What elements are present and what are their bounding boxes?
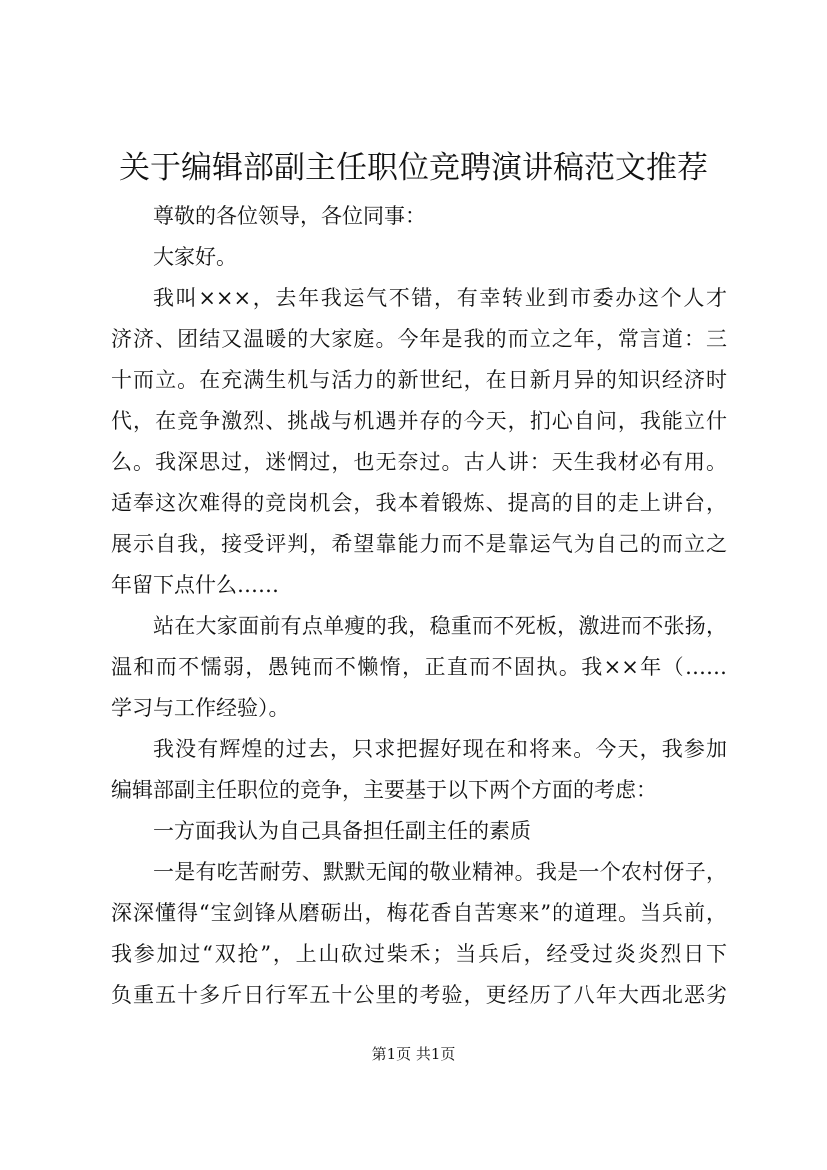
paragraph-line: 负重五十多斤日行军五十公里的考验，更经历了八年大西北恶劣	[111, 983, 727, 1007]
paragraph-line: 十而立。在充满生机与活力的新世纪，在日新月异的知识经济时	[111, 368, 727, 392]
paragraph-line: 站在大家面前有点单瘦的我，稳重而不死板，激进而不张扬，	[153, 614, 727, 638]
paragraph-line: 展示自我，接受评判，希望靠能力而不是靠运气为自己的而立之	[111, 532, 727, 556]
page-footer: 第1页 共1页	[371, 1045, 456, 1063]
paragraph-line: 么。我深思过，迷惘过，也无奈过。古人讲：天生我材必有用。	[111, 450, 727, 474]
paragraph-line: 适奉这次难得的竞岗机会，我本着锻炼、提高的目的走上讲台，	[111, 491, 727, 515]
document-title: 关于编辑部副主任职位竞聘演讲稿范文推荐	[119, 150, 708, 186]
paragraph-line: 一是有吃苦耐劳、默默无闻的敬业精神。我是一个农村伢子，	[153, 860, 727, 884]
paragraph-line: 我没有辉煌的过去，只求把握好现在和将来。今天，我参加	[153, 737, 727, 761]
document-body	[111, 196, 727, 1016]
paragraph-line: 一方面我认为自己具备担任副主任的素质	[153, 819, 531, 843]
paragraph-line: 我参加过“双抢”，上山砍过柴禾；当兵后，经受过炎炎烈日下	[111, 942, 727, 966]
paragraph-line: 编辑部副主任职位的竞争，主要基于以下两个方面的考虑：	[111, 778, 657, 802]
paragraph-line: 深深懂得“宝剑锋从磨砺出，梅花香自苦寒来”的道理。当兵前，	[111, 901, 727, 925]
paragraph-line: 济济、团结又温暖的大家庭。今年是我的而立之年，常言道：三	[111, 327, 727, 351]
paragraph-line: 学习与工作经验）。	[111, 696, 290, 720]
paragraph-line: 大家好。	[153, 245, 237, 269]
paragraph-line: 尊敬的各位领导，各位同事：	[153, 204, 426, 228]
paragraph-line: 我叫×××，去年我运气不错，有幸转业到市委办这个人才	[153, 286, 727, 310]
paragraph-line: 温和而不懦弱，愚钝而不懒惰，正直而不固执。我××年（……	[111, 655, 727, 679]
paragraph-line: 年留下点什么……	[111, 573, 279, 597]
paragraph-line: 代，在竞争激烈、挑战与机遇并存的今天，扪心自问，我能立什	[111, 409, 727, 433]
